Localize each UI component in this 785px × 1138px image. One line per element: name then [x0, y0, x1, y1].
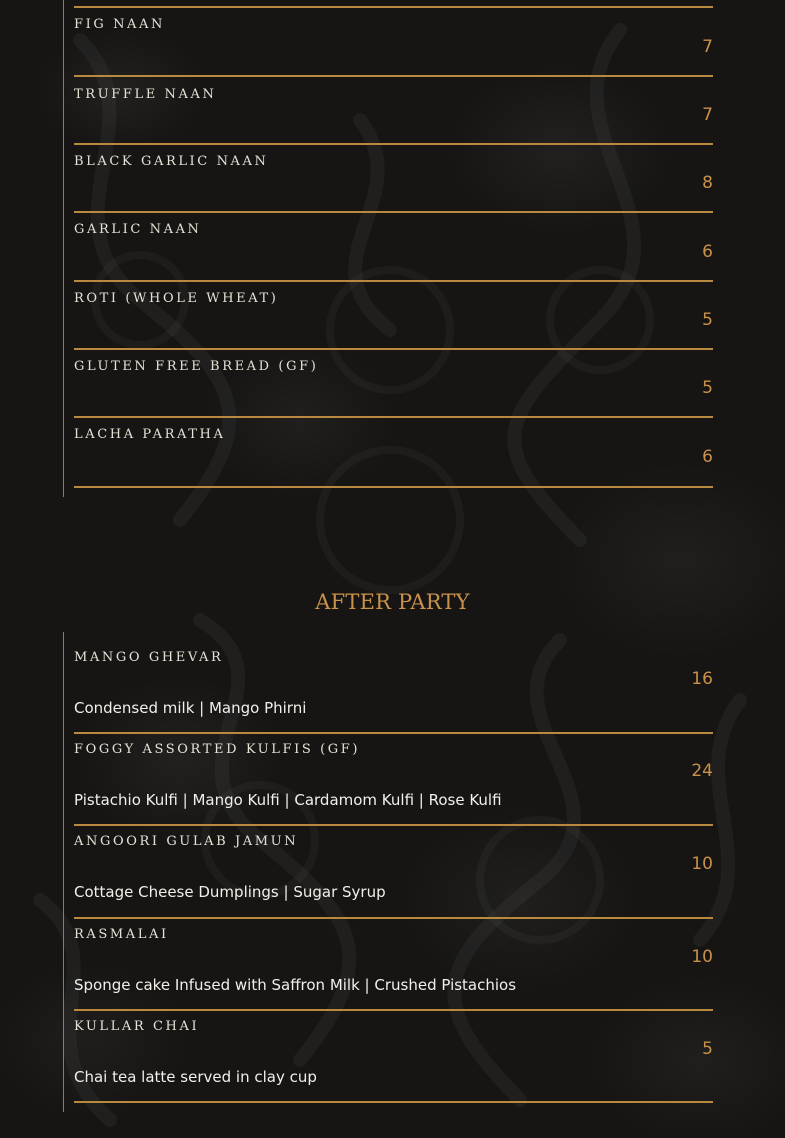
item-name: TRUFFLE NAAN	[74, 87, 217, 102]
item-name: LACHA PARATHA	[74, 427, 226, 442]
after-party-list	[74, 642, 713, 1103]
item-description: Sponge cake Infused with Saffron Milk | Crushed Pistachios	[74, 976, 517, 994]
menu-item	[74, 418, 713, 488]
menu-item	[74, 145, 713, 213]
item-price: 6	[702, 447, 713, 467]
menu-item	[74, 734, 713, 826]
menu-item	[74, 1011, 713, 1103]
item-name: MANGO GHEVAR	[74, 650, 224, 665]
item-name: FOGGY ASSORTED KULFIS (GF)	[74, 742, 361, 757]
item-name: BLACK GARLIC NAAN	[74, 154, 269, 169]
menu-item	[74, 350, 713, 418]
menu-item	[74, 213, 713, 282]
menu-item	[74, 8, 713, 77]
item-price: 16	[691, 669, 713, 689]
item-price: 10	[691, 947, 713, 967]
menu-item	[74, 919, 713, 1011]
item-price: 10	[691, 854, 713, 874]
item-name: GLUTEN FREE BREAD (GF)	[74, 359, 319, 374]
item-price: 8	[702, 173, 713, 193]
menu-item	[74, 282, 713, 350]
item-description: Chai tea latte served in clay cup	[74, 1068, 317, 1086]
menu-item	[74, 826, 713, 919]
item-price: 5	[702, 378, 713, 398]
item-price: 5	[702, 1039, 713, 1059]
item-price: 24	[691, 761, 713, 781]
item-price: 6	[702, 242, 713, 262]
item-name: ROTI (WHOLE WHEAT)	[74, 291, 279, 306]
menu-item	[74, 642, 713, 734]
item-name: FIG NAAN	[74, 17, 165, 32]
breads-vertical-rule	[63, 0, 64, 497]
item-name: KULLAR CHAI	[74, 1019, 200, 1034]
after-party-vertical-rule	[63, 632, 64, 1112]
item-description: Cottage Cheese Dumplings | Sugar Syrup	[74, 883, 386, 901]
item-name: GARLIC NAAN	[74, 222, 202, 237]
section-title-after-party: AFTER PARTY	[315, 590, 470, 614]
item-description: Condensed milk | Mango Phirni	[74, 699, 307, 717]
item-price: 7	[702, 105, 713, 125]
item-price: 7	[702, 37, 713, 57]
item-name: ANGOORI GULAB JAMUN	[74, 834, 299, 849]
item-description: Pistachio Kulfi | Mango Kulfi | Cardamom Kulfi | Rose Kulfi	[74, 791, 502, 809]
breads-list	[74, 8, 713, 488]
menu-item	[74, 77, 713, 145]
item-name: RASMALAI	[74, 927, 169, 942]
item-price: 5	[702, 310, 713, 330]
